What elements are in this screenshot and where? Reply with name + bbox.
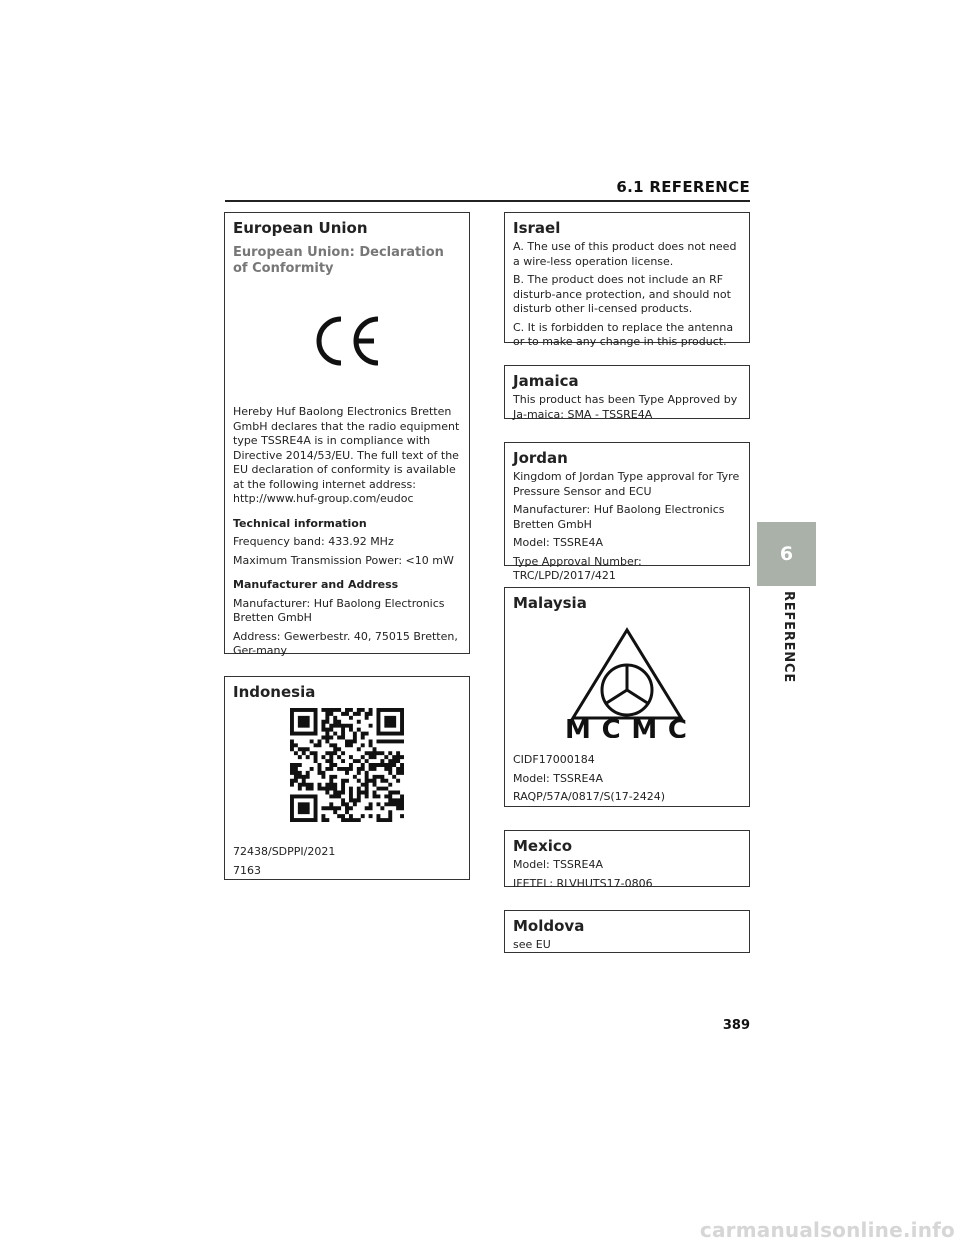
section-header: 6.1 REFERENCE bbox=[225, 178, 750, 202]
eu-declaration: Hereby Huf Baolong Electronics Bretten GmbH declares that the radio equipment type TSSRE4A is in compliance with Directive 2014/53/EU. The full text of the EU declaration of conformity is available at the following internet address: http://www.huf-group.com/eudoc bbox=[233, 405, 460, 505]
israel-box bbox=[504, 212, 750, 348]
mexico-title: Mexico bbox=[513, 837, 573, 855]
moldova-box bbox=[504, 910, 750, 953]
jordan-l4: Type Approval Number: TRC/LPD/2017/421 bbox=[513, 554, 642, 582]
israel-b: B. The product does not include an RF disturb-ance protection, and should not disturb other li-censed products. bbox=[513, 273, 731, 315]
moldova-l1: see EU bbox=[513, 938, 551, 951]
jordan-title: Jordan bbox=[513, 449, 568, 467]
indonesia-line1: 72438/SDPPI/2021 bbox=[233, 845, 336, 858]
chapter-tab-label: REFERENCE bbox=[781, 590, 796, 684]
jordan-l2: Manufacturer: Huf Baolong Electronics Bretten GmbH bbox=[513, 503, 725, 531]
indonesia-title: Indonesia bbox=[233, 683, 316, 701]
eu-manufacturer: Manufacturer: Huf Baolong Electronics Bretten GmbH bbox=[233, 596, 445, 624]
eu-power: Maximum Transmission Power: <10 mW bbox=[233, 553, 454, 567]
jordan-box bbox=[504, 442, 750, 582]
malaysia-box bbox=[504, 587, 750, 807]
malaysia-l2: Model: TSSRE4A bbox=[513, 771, 604, 785]
israel-title: Israel bbox=[513, 219, 561, 237]
jordan-l3: Model: TSSRE4A bbox=[513, 536, 604, 549]
mcmc-logo-text: MCMC bbox=[565, 715, 689, 738]
indonesia-box bbox=[224, 676, 470, 880]
mcmc-logo bbox=[513, 615, 741, 741]
eu-address: Address: Gewerbestr. 40, 75015 Bretten, Ger-many bbox=[233, 629, 458, 657]
eu-mfr-heading: Manufacturer and Address bbox=[233, 578, 399, 591]
eu-subtitle: European Union: Declaration of Conformity bbox=[233, 245, 444, 276]
israel-c: C. It is forbidden to replace the antenna or to make any change in this product. bbox=[513, 320, 734, 348]
eu-box bbox=[224, 212, 470, 657]
qr-code-icon bbox=[233, 705, 461, 825]
mexico-box bbox=[504, 830, 750, 890]
indonesia-line2: 7163 bbox=[233, 863, 261, 877]
mexico-l2: IFETEL: RLVHUTS17-0806 bbox=[513, 876, 653, 890]
moldova-title: Moldova bbox=[513, 917, 585, 935]
page-number: 389 bbox=[722, 1018, 750, 1033]
malaysia-l1: CIDF17000184 bbox=[513, 753, 595, 766]
eu-tech-heading: Technical information bbox=[233, 516, 367, 530]
jamaica-box bbox=[504, 365, 750, 419]
watermark[interactable]: carmanualsonline.info bbox=[699, 1218, 955, 1242]
israel-a: A. The use of this product does not need a wire-less operation license. bbox=[513, 240, 737, 268]
jordan-l1: Kingdom of Jordan Type approval for Tyre Pressure Sensor and ECU bbox=[513, 470, 740, 498]
malaysia-l3: RAQP/57A/0817/S(17-2424) bbox=[513, 790, 665, 803]
jamaica-text: This product has been Type Approved by Ja-maica: SMA - TSSRE4A bbox=[513, 393, 738, 421]
eu-title: European Union bbox=[233, 219, 368, 237]
ce-mark-icon bbox=[233, 285, 461, 397]
jamaica-title: Jamaica bbox=[513, 372, 579, 390]
malaysia-title: Malaysia bbox=[513, 594, 587, 612]
chapter-tab[interactable]: 6 bbox=[757, 522, 816, 586]
eu-frequency: Frequency band: 433.92 MHz bbox=[233, 535, 394, 548]
mexico-l1: Model: TSSRE4A bbox=[513, 858, 604, 871]
